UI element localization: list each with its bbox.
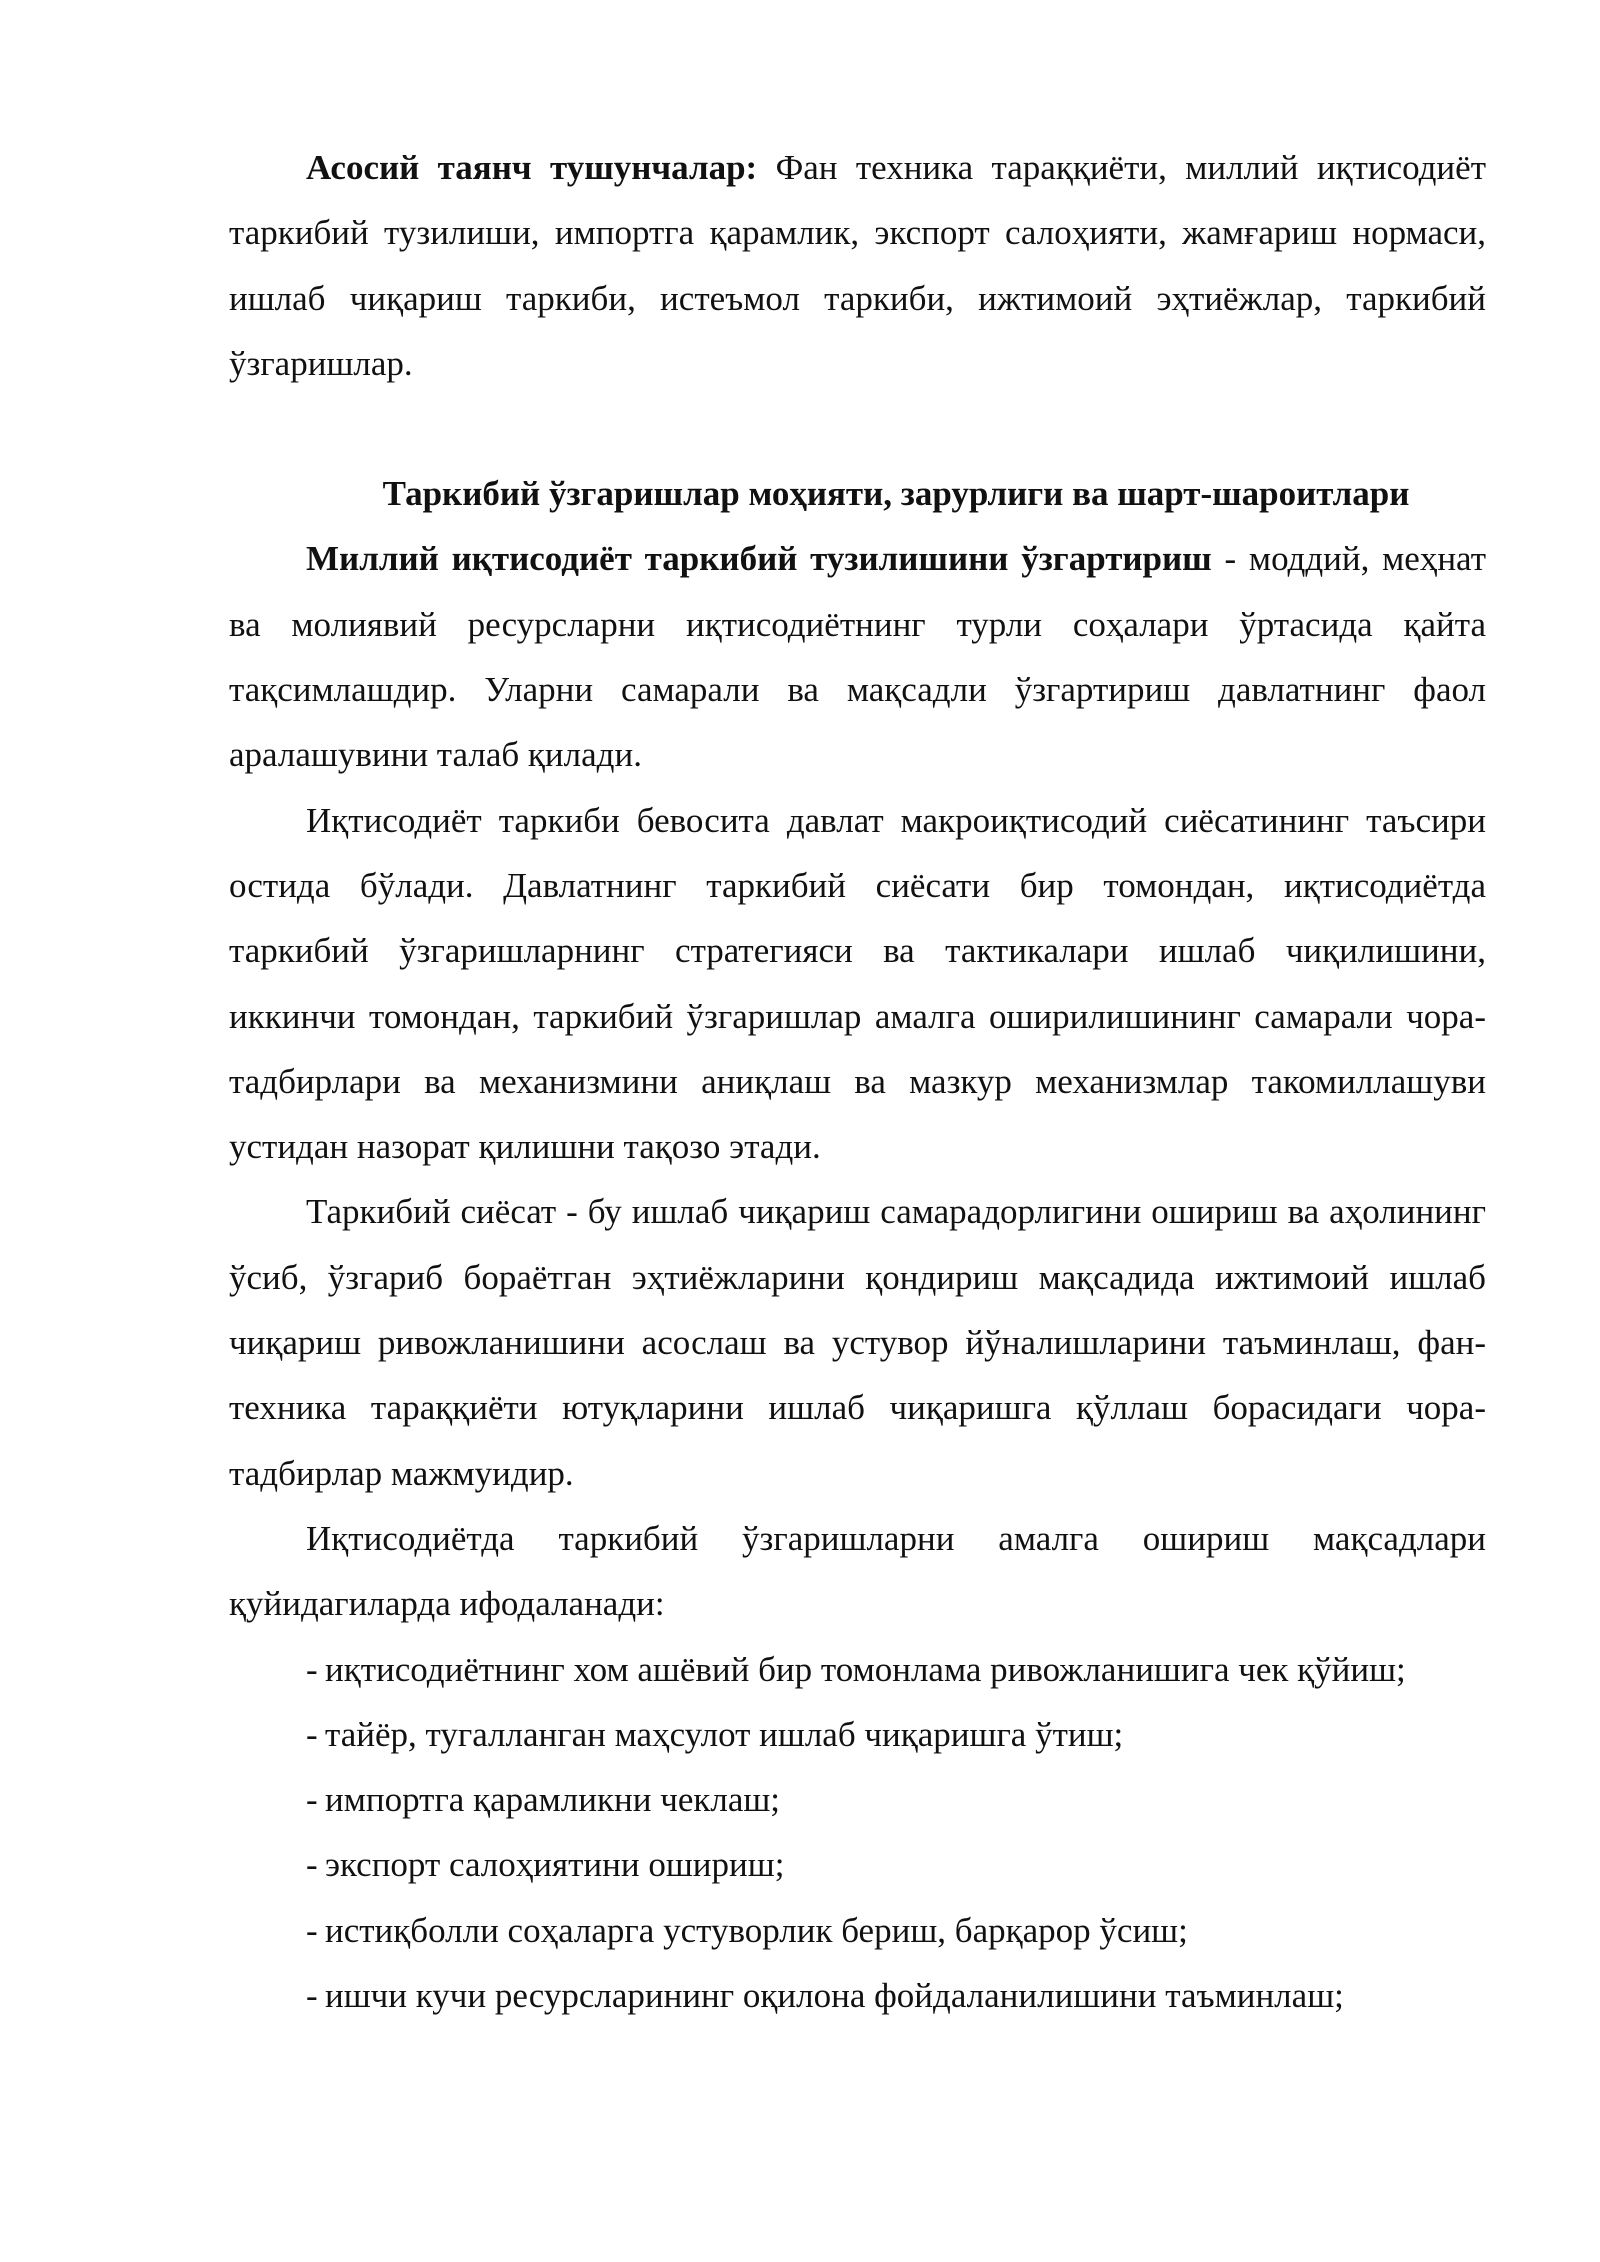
list-item [306,1832,1486,1897]
list-item-text: экспорт салоҳиятини ошириш; [325,1845,785,1885]
list-dash: - [306,1976,318,2016]
key-terms-text: Фан техника тараққиёти, миллий иқтисодиёт таркибий тузилиши, импортга қарамлик, экспорт салоҳияти, жамғариш нормаси, ишлаб чиқариш таркиби, истеъмол таркиби, ижтимоий эҳтиёжлар, таркибий ўзгаришлар. [229,148,1486,383]
list-item-text: импортга қарамликни чеклаш; [325,1780,781,1820]
key-terms-paragraph [229,135,1486,396]
list-item-text: ишчи кучи ресурсларининг оқилона фойдаланилишини таъминлаш; [325,1976,1344,2016]
list-dash: - [306,1714,318,1754]
list-dash: - [306,1910,318,1950]
list-dash: - [306,1649,318,1689]
list-item-text: иқтисодиётнинг хом ашёвий бир томонлама ривожланишига чек қўйиш; [325,1649,1406,1689]
paragraph-goals-intro: Иқтисодиётда таркибий ўзгаришларни амалга ошириш мақсадлари қуйидагиларда ифодаланади: [229,1518,1486,1624]
list-item [306,1767,1486,1832]
list-dash: - [306,1845,318,1885]
paragraph-structure-policy: Иқтисодиёт таркиби бевосита давлат макроиқтисодий сиёсатининг таъсири остида бўлади. Давлатнинг таркибий сиёсати бир томондан, иқтисодиётда таркибий ўзгаришларнинг стратегияси ва тактикалари ишлаб чиқилишини, иккинчи томондан, таркибий ўзгаришлар амалга оширилишининг самарали чора-тадбирлари ва механизмини аниқлаш ва мазкур механизмлар такомиллашуви устидан назорат қилишни тақозо этади. [229,800,1486,1167]
list-item [306,1637,1486,1702]
paragraph-definition [229,526,1486,787]
section-heading: Таркибий ўзгаришлар моҳияти, зарурлиги ва шарт-шароитлари [382,474,1410,514]
list-dash: - [306,1780,318,1820]
list-item-text: тайёр, тугалланган маҳсулот ишлаб чиқаришга ўтиш; [325,1714,1124,1754]
list-item [306,1898,1486,1963]
paragraph-structural-policy-definition: Таркибий сиёсат - бу ишлаб чиқариш самарадорлигини ошириш ва аҳолининг ўсиб, ўзгариб бораётган эҳтиёжларини қондириш мақсадида ижтимоий ишлаб чиқариш ривожланишини асослаш ва устувор йўналишларини таъминлаш, фан-техника тараққиёти ютуқларини ишлаб чиқаришга қўллаш борасидаги чора-тадбирлар мажмуидир. [229,1192,1486,1493]
list-item [306,1963,1486,2028]
goals-list [229,1637,1486,2029]
document-page [229,135,1486,2028]
list-item [306,1702,1486,1767]
definition-term: Миллий иқтисодиёт таркибий тузилишини ўзгартириш [306,539,1212,579]
list-item-text: истиқболли соҳаларга устуворлик бериш, барқарор ўсиш; [325,1910,1188,1950]
key-terms-label: Асосий таянч тушунчалар: [306,148,758,187]
definition-text: - моддий, меҳнат ва молиявий ресурсларни иқтисодиётнинг турли соҳалари ўртасида қайта тақсимлашдир. Уларни самарали ва мақсадли ўзгартириш давлатнинг фаол аралашувини талаб қилади. [229,539,1486,775]
